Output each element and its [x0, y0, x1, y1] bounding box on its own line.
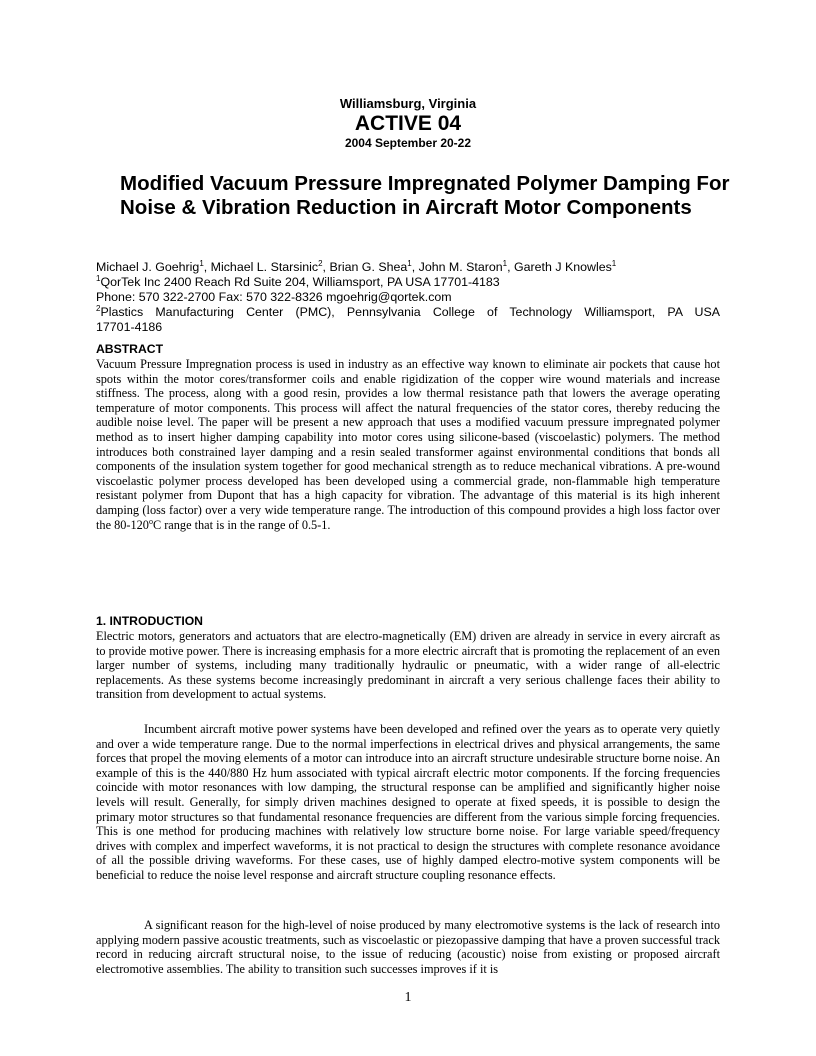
- author-name: Brian G. Shea: [329, 260, 408, 274]
- conference-date: 2004 September 20-22: [344, 136, 472, 150]
- author-affiliation-marker: 2: [318, 259, 323, 268]
- paper-title: Modified Vacuum Pressure Impregnated Polymer Damping For Noise & Vibration Reduction in Aircraft Motor Components: [120, 172, 730, 219]
- author-name: John M. Staron: [418, 260, 503, 274]
- author-list: Michael J. Goehrig$^1$, Michael L. Starsinic$^2$, Brian G. Shea$^1$, John M. Staron$^1$, Gareth J Knowles$^1$: [96, 259, 617, 274]
- introduction-heading: 1. INTRODUCTION: [96, 614, 203, 628]
- introduction-paragraph-2: Incumbent aircraft motive power systems have been developed and refined over the years as to operate very quietly and over a wide temperature range. Due to the normal imperfections in electrical drives and physical arrangements, the same forces that propel the moving elements of a motor can introduce into an aircraft structure undesirable structure borne noise. An example of this is the 440/880 Hz hum associated with typical aircraft electric motor components. If the forcing frequencies coincide with motor resonances with low damping, the structural response can be amplified and significantly higher noise levels will result. Generally, for simply driven machines designed to operate at fixed speeds, it is possible to design the primary motor structures so that fundamental resonance frequencies are different from the various simple forcing frequencies. This is one method for producing machines with relatively low structure borne noise. For large variable speed/frequency drives with complex and imperfect waveforms, it is not practical to design the structures with complete resonance avoidance of all the possible driving waveforms. For these cases, use of highly damped electro-motive system components will be beneficial to reduce the noise level response and aircraft structure coupling resonance effects.: [96, 722, 720, 882]
- abstract-heading: ABSTRACT: [96, 342, 164, 356]
- introduction-paragraph-3: A significant reason for the high-level of noise produced by many electromotive systems is the lack of research into applying modern passive acoustic treatments, such as viscoelastic or piezopassive damping that have a proven successful track record in reducing aircraft structural noise, to the issue of reducing (acoustic) noise from existing or proposed aircraft electromotive assemblies. The ability to transition such successes improves if it is: [96, 918, 720, 976]
- author-name: Michael L. Starsinic: [210, 260, 319, 274]
- introduction-paragraph-1: Electric motors, generators and actuators that are electro-magnetically (EM) driven are already in service in every aircraft as to provide motive power. There is increasing emphasis for a more electric aircraft that is promoting the replacement of an even larger number of systems, including many traditionally hydraulic or pneumatic, with a wider range of all-electric replacements. As these systems become increasingly predominant in aircraft a very serious challenge faces their ability to transition from development to actual systems.: [96, 629, 720, 702]
- author-affiliation-marker: 1: [199, 259, 204, 268]
- author-affiliation-marker: 1: [502, 259, 508, 268]
- affiliation-2-zip: 17701-4186: [96, 320, 163, 334]
- abstract-text: Vacuum Pressure Impregnation process is used in industry as an effective way known to eliminate air pockets that cause hot spots within the motor cores/transformer coils and enable rigidization of the copper wire wound materials and increase stiffness. The process, along with a good resin, provides a low thermal resistance path that lowers the average operating temperature of motor components. This process will affect the natural frequencies of the stator cores, thereby reducing the audible noise level. The paper will be present a new approach that uses a modified vacuum pressure impregnated polymer method as to insert higher damping capability into motor cores using silicone-based (viscoelastic) polymers. The method introduces both constrained layer damping and a resin sealed transformer against environmental conditions that bonds all components of the insulation system together for good mechanical strength as to reduce mechanical vibrations. A pre-wound viscoelastic polymer process developed has been developed using a commercial grade, non-flammable high temperature resistant polymer from Dupont that has a high capacity for vibration. The advantage of this material is its high inherent damping (loss factor) over a very wide temperature range. The introduction of this compound provides a high loss factor over the 80-120$^o$C range that is in the range of 0.5-1.: [96, 357, 720, 532]
- conference-location: Williamsburg, Virginia: [339, 96, 477, 111]
- author-block: [96, 260, 720, 335]
- affiliation-1: $^1$QorTek Inc 2400 Reach Rd Suite 204, Williamsport, PA USA 17701-4183: [96, 274, 500, 289]
- author-affiliation-marker: 1: [407, 259, 412, 268]
- affiliation-2: $^2$Plastics Manufacturing Center (PMC), Pennsylvania College of Technology Williamsport, PA USA: [96, 304, 720, 319]
- author-affiliation-marker: 1: [611, 259, 617, 268]
- page-number: 1: [404, 990, 412, 1005]
- conference-name: ACTIVE 04: [354, 112, 462, 135]
- contact-info: Phone: 570 322-2700 Fax: 570 322-8326 mgoehrig@qortek.com: [96, 290, 452, 304]
- author-name: Gareth J Knowles: [514, 260, 612, 274]
- author-name: Michael J. Goehrig: [96, 260, 200, 274]
